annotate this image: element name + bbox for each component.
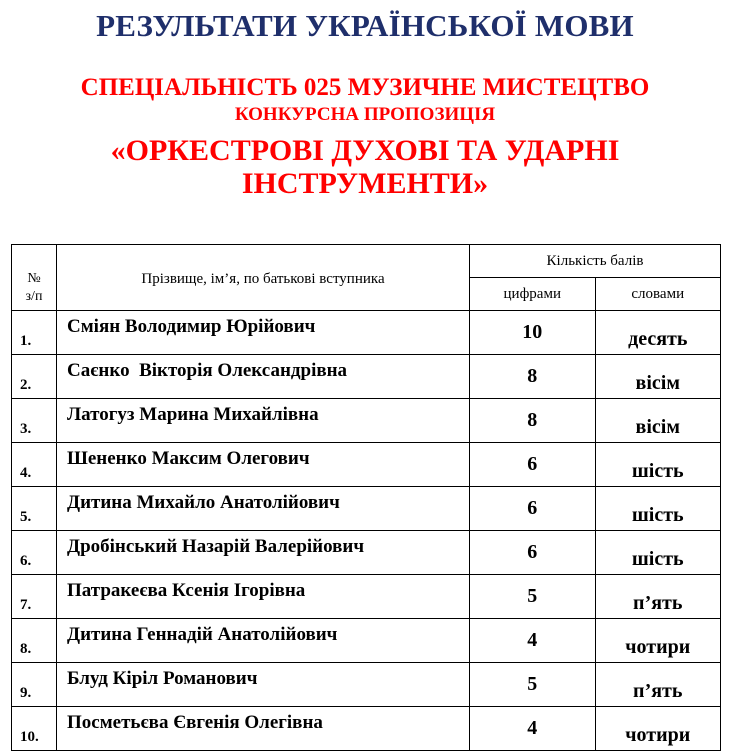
row-number: 1.	[12, 311, 57, 355]
score-words: десять	[595, 311, 721, 355]
row-number: 4.	[12, 443, 57, 487]
score-words: шість	[595, 443, 721, 487]
score-words: вісім	[595, 355, 721, 399]
score-digits: 6	[470, 531, 596, 575]
student-name: Сміян Володимир Юрійович	[57, 311, 470, 355]
results-table	[11, 244, 721, 751]
column-header-name: Прізвище, ім’я, по батькові вступника	[57, 245, 470, 311]
column-header-score: Кількість балів	[470, 245, 721, 278]
column-header-digits: цифрами	[470, 278, 596, 311]
student-name: Дробінський Назарій Валерійович	[57, 531, 470, 575]
student-name: Саєнко Вікторія Олександрівна	[57, 355, 470, 399]
student-name: Шененко Максим Олегович	[57, 443, 470, 487]
proposal-heading: КОНКУРСНА ПРОПОЗИЦІЯ	[234, 104, 496, 125]
student-name: Посметьєва Євгенія Олегівна	[57, 707, 470, 751]
program-heading-line2: ІНСТРУМЕНТИ»	[241, 167, 489, 200]
table-row	[12, 707, 721, 751]
student-name: Блуд Кіріл Романович	[57, 663, 470, 707]
program-heading	[0, 134, 730, 200]
score-words: вісім	[595, 399, 721, 443]
score-digits: 8	[470, 399, 596, 443]
score-digits: 4	[470, 707, 596, 751]
score-digits: 5	[470, 575, 596, 619]
table-row	[12, 487, 721, 531]
score-digits: 8	[470, 355, 596, 399]
table-row	[12, 311, 721, 355]
column-header-number-line1: №	[27, 271, 41, 286]
table-row	[12, 619, 721, 663]
score-words: п’ять	[595, 663, 721, 707]
row-number: 7.	[12, 575, 57, 619]
row-number: 9.	[12, 663, 57, 707]
student-name: Дитина Михайло Анатолійович	[57, 487, 470, 531]
row-number: 10.	[12, 707, 57, 751]
row-number: 2.	[12, 355, 57, 399]
specialty-heading: СПЕЦІАЛЬНІСТЬ 025 МУЗИЧНЕ МИСТЕЦТВО	[80, 74, 650, 101]
page-title: РЕЗУЛЬТАТИ УКРАЇНСЬКОЇ МОВИ	[96, 8, 634, 43]
student-name: Латогуз Марина Михайлівна	[57, 399, 470, 443]
column-header-words: словами	[595, 278, 721, 311]
table-row	[12, 399, 721, 443]
program-heading-line1: «ОРКЕСТРОВІ ДУХОВІ ТА УДАРНІ	[110, 134, 620, 167]
row-number: 3.	[12, 399, 57, 443]
column-header-number	[12, 245, 57, 311]
student-name: Патракеєва Ксенія Ігорівна	[57, 575, 470, 619]
score-words: чотири	[595, 619, 721, 663]
score-digits: 4	[470, 619, 596, 663]
score-digits: 6	[470, 443, 596, 487]
score-words: шість	[595, 531, 721, 575]
table-row	[12, 443, 721, 487]
table-row	[12, 355, 721, 399]
score-digits: 10	[470, 311, 596, 355]
score-digits: 5	[470, 663, 596, 707]
student-name: Дитина Геннадій Анатолійович	[57, 619, 470, 663]
score-words: шість	[595, 487, 721, 531]
table-row	[12, 663, 721, 707]
row-number: 6.	[12, 531, 57, 575]
score-digits: 6	[470, 487, 596, 531]
results-table-body	[12, 311, 721, 751]
row-number: 8.	[12, 619, 57, 663]
column-header-number-line2: з/п	[25, 289, 43, 304]
table-row	[12, 575, 721, 619]
score-words: чотири	[595, 707, 721, 751]
table-row	[12, 531, 721, 575]
score-words: п’ять	[595, 575, 721, 619]
row-number: 5.	[12, 487, 57, 531]
